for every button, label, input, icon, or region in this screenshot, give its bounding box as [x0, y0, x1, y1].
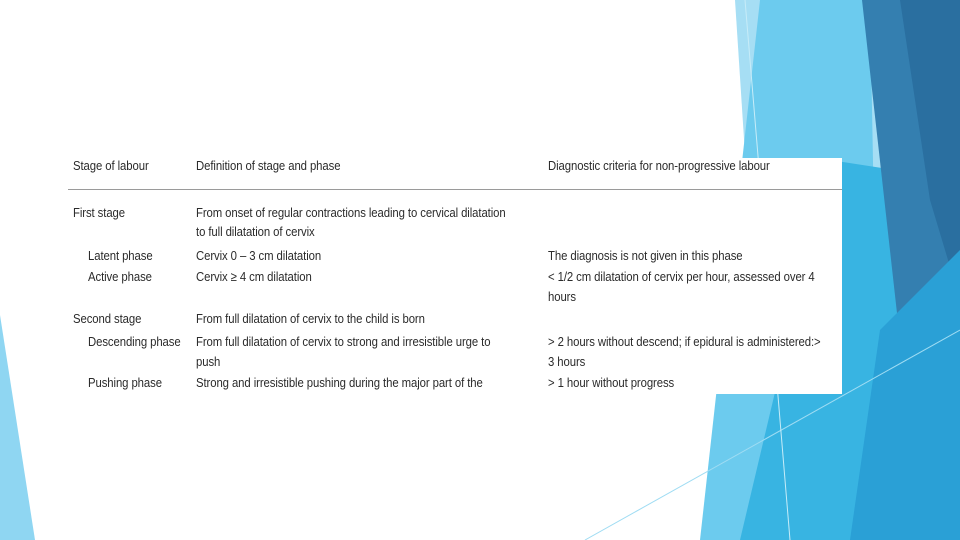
row-latent-phase-stage: Latent phase	[88, 248, 153, 263]
row-latent-phase-criteria: The diagnosis is not given in this phase	[548, 248, 743, 263]
header-definition: Definition of stage and phase	[196, 158, 341, 173]
row-pushing-phase-criteria: > 1 hour without progress	[548, 375, 675, 390]
row-pushing-phase-definition: Strong and irresistible pushing during the major part of the	[196, 375, 483, 390]
labour-stages-table	[60, 158, 842, 394]
row-active-phase-criteria-line-1: < 1/2 cm dilatation of cervix per hour, assessed over 4	[548, 269, 815, 284]
row-descending-phase-criteria-line-2: 3 hours	[548, 354, 586, 369]
row-descending-phase-stage: Descending phase	[88, 334, 181, 349]
row-latent-phase-definition: Cervix 0 – 3 cm dilatation	[196, 248, 322, 263]
row-first-stage-definition-line-1: From onset of regular contractions leading to cervical dilatation	[196, 205, 506, 220]
row-descending-phase-definition-line-1: From full dilatation of cervix to strong and irresistible urge to	[196, 334, 491, 349]
row-second-stage-definition: From full dilatation of cervix to the child is born	[196, 311, 425, 326]
row-first-stage-definition-line-2: to full dilatation of cervix	[196, 224, 315, 239]
header-stage: Stage of labour	[73, 158, 149, 173]
row-active-phase-definition: Cervix ≥ 4 cm dilatation	[196, 269, 312, 284]
row-descending-phase-criteria-line-1: > 2 hours without descend; if epidural is administered:>	[548, 334, 821, 349]
row-active-phase-stage: Active phase	[88, 269, 152, 284]
row-second-stage-stage: Second stage	[73, 311, 142, 326]
row-first-stage-stage: First stage	[73, 205, 126, 220]
row-pushing-phase-stage: Pushing phase	[88, 375, 162, 390]
header-divider	[68, 189, 842, 190]
row-descending-phase-definition-line-2: push	[196, 354, 221, 369]
row-active-phase-criteria-line-2: hours	[548, 289, 576, 304]
deco-light-left-shape	[0, 315, 35, 540]
header-criteria: Diagnostic criteria for non-progressive labour	[548, 158, 770, 173]
